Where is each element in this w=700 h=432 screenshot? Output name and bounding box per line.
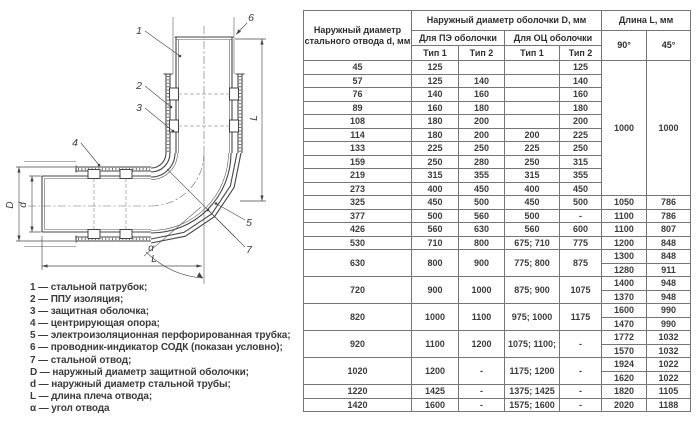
table-cell: - bbox=[560, 385, 602, 399]
table-cell: 1000 bbox=[412, 304, 459, 331]
table-cell: 560 bbox=[412, 223, 459, 237]
centering-supports bbox=[88, 88, 239, 239]
table-row bbox=[304, 209, 691, 223]
table-cell: 1375; 1425 bbox=[505, 385, 560, 399]
table-cell: 1200 bbox=[602, 236, 647, 250]
table-cell bbox=[505, 74, 560, 88]
table-cell: 500 bbox=[459, 196, 505, 210]
dim-L-right-label: L bbox=[249, 115, 260, 121]
header-steel-diameter: Наружный диаметр стального отвода d, мм bbox=[304, 11, 412, 61]
table-cell: 315 bbox=[412, 169, 459, 183]
table-cell: 1100 bbox=[459, 304, 505, 331]
header-pe-tip2: Тип 2 bbox=[459, 46, 505, 61]
table-cell: 820 bbox=[304, 304, 412, 331]
table-cell: 1100 bbox=[412, 331, 459, 358]
table-cell: 45 bbox=[304, 61, 412, 75]
callout-6-label: 6 bbox=[248, 12, 254, 24]
table-cell: 775; 800 bbox=[505, 250, 560, 277]
legend-item: d — наружный диаметр стальной трубы; bbox=[30, 378, 231, 390]
table-row bbox=[304, 236, 691, 250]
table-cell: 975; 1000 bbox=[505, 304, 560, 331]
table-cell: - bbox=[560, 358, 602, 385]
callout-5-label: 5 bbox=[246, 217, 252, 229]
table-cell: 675; 710 bbox=[505, 236, 560, 250]
centerlines bbox=[28, 26, 204, 206]
table-row bbox=[304, 250, 691, 264]
table-cell: 160 bbox=[412, 101, 459, 115]
table-row bbox=[304, 331, 691, 345]
table-cell: 200 bbox=[560, 115, 602, 129]
dim-L-bottom-label: L bbox=[151, 254, 157, 265]
table-cell: 800 bbox=[412, 250, 459, 277]
legend-item: 5 — электроизоляционная перфорированная трубка; bbox=[30, 330, 291, 342]
table-cell: 225 bbox=[505, 142, 560, 156]
table-cell: 219 bbox=[304, 169, 412, 183]
callout-4-label: 4 bbox=[72, 137, 78, 149]
table-cell: 500 bbox=[560, 196, 602, 210]
table-cell: 848 bbox=[647, 236, 691, 250]
table-cell: 89 bbox=[304, 101, 412, 115]
table-cell: 450 bbox=[560, 182, 602, 196]
table-cell: 1032 bbox=[647, 331, 691, 345]
table-cell: 500 bbox=[412, 209, 459, 223]
table-cell: 315 bbox=[505, 169, 560, 183]
table-cell: 1425 bbox=[412, 385, 459, 399]
table-cell: 450 bbox=[505, 196, 560, 210]
header-pe-group: Для ПЭ оболочки bbox=[412, 31, 505, 46]
table-cell: 1575; 1600 bbox=[505, 398, 560, 412]
table-cell: 1105 bbox=[647, 385, 691, 399]
table-cell: 1000 bbox=[459, 277, 505, 304]
table-cell: 1280 bbox=[602, 263, 647, 277]
table-cell: 1820 bbox=[602, 385, 647, 399]
table-cell: 920 bbox=[304, 331, 412, 358]
table-cell: 180 bbox=[560, 101, 602, 115]
table-cell: 720 bbox=[304, 277, 412, 304]
table-cell: 1100 bbox=[602, 209, 647, 223]
table-cell: 630 bbox=[459, 223, 505, 237]
table-cell: 108 bbox=[304, 115, 412, 129]
table-cell: 180 bbox=[412, 115, 459, 129]
table-cell: 560 bbox=[505, 223, 560, 237]
table-cell: 426 bbox=[304, 223, 412, 237]
table-cell: 1075; 1100; bbox=[505, 331, 560, 358]
legend-item: α — угол отвода bbox=[30, 402, 110, 414]
table-cell: 225 bbox=[560, 128, 602, 142]
table-cell: 1370 bbox=[602, 290, 647, 304]
table-row bbox=[304, 61, 691, 75]
table-cell: - bbox=[459, 385, 505, 399]
table-cell: 125 bbox=[412, 74, 459, 88]
dim-D-label: D bbox=[5, 201, 16, 209]
table-cell: 900 bbox=[412, 277, 459, 304]
legend-item: D — наружный диаметр защитной оболочки; bbox=[30, 366, 249, 378]
table-cell: 159 bbox=[304, 155, 412, 169]
table-cell: 1022 bbox=[647, 371, 691, 385]
callout-1-label: 1 bbox=[136, 25, 142, 37]
table-cell: 280 bbox=[459, 155, 505, 169]
callout-7-label: 7 bbox=[246, 244, 252, 256]
legend-item: 2 — ППУ изоляция; bbox=[30, 294, 124, 306]
table-cell: 250 bbox=[459, 142, 505, 156]
header-oc-tip2: Тип 2 bbox=[560, 46, 602, 61]
table-cell: 990 bbox=[647, 304, 691, 318]
table-cell: 125 bbox=[412, 61, 459, 75]
table-cell: 1175; 1200 bbox=[505, 358, 560, 385]
table-cell: 125 bbox=[560, 61, 602, 75]
table-cell: 140 bbox=[560, 74, 602, 88]
table-cell: 710 bbox=[412, 236, 459, 250]
spec-table bbox=[303, 10, 691, 412]
callout-3-label: 3 bbox=[136, 102, 142, 114]
table-cell: 200 bbox=[459, 128, 505, 142]
table-cell: 114 bbox=[304, 128, 412, 142]
table-cell: 1570 bbox=[602, 344, 647, 358]
table-cell bbox=[505, 101, 560, 115]
table-cell: 1220 bbox=[304, 385, 412, 399]
header-pe-tip1: Тип 1 bbox=[412, 46, 459, 61]
callout-leaders bbox=[81, 23, 247, 247]
table-row bbox=[304, 385, 691, 399]
callout-2-label: 2 bbox=[136, 80, 142, 92]
table-row bbox=[304, 304, 691, 318]
table-cell: - bbox=[459, 398, 505, 412]
dim-alpha-label: α bbox=[148, 243, 154, 254]
table-cell: - bbox=[459, 358, 505, 385]
header-90deg: 90° bbox=[602, 31, 647, 61]
table-cell bbox=[505, 115, 560, 129]
table-row bbox=[304, 358, 691, 372]
table-cell: 1924 bbox=[602, 358, 647, 372]
table-cell: 1050 bbox=[602, 196, 647, 210]
table-cell: 1400 bbox=[602, 277, 647, 291]
table-cell: 180 bbox=[459, 101, 505, 115]
table-cell: 600 bbox=[560, 223, 602, 237]
table-cell: 250 bbox=[505, 155, 560, 169]
header-casing-diameter-group: Наружный диаметр оболочки D, мм bbox=[412, 11, 602, 31]
table-cell: 875; 900 bbox=[505, 277, 560, 304]
table-cell bbox=[505, 61, 560, 75]
table-cell: 160 bbox=[560, 88, 602, 102]
table-cell: 1772 bbox=[602, 331, 647, 345]
table-cell: 775 bbox=[560, 236, 602, 250]
table-cell: 786 bbox=[647, 209, 691, 223]
table-cell: 1188 bbox=[647, 398, 691, 412]
table-cell: 273 bbox=[304, 182, 412, 196]
table-cell: 450 bbox=[412, 196, 459, 210]
casing-horizontal bbox=[76, 166, 151, 243]
table-cell: 848 bbox=[647, 250, 691, 264]
support-tie-lines bbox=[94, 94, 230, 230]
table-cell: 1300 bbox=[602, 250, 647, 264]
table-cell: - bbox=[560, 331, 602, 358]
table-cell: 450 bbox=[459, 182, 505, 196]
table-cell: 200 bbox=[459, 115, 505, 129]
leader-dots bbox=[98, 55, 218, 212]
table-cell: 1000 bbox=[602, 61, 647, 196]
table-cell: 225 bbox=[412, 142, 459, 156]
table-cell: 140 bbox=[412, 88, 459, 102]
table-header bbox=[304, 11, 691, 61]
table-cell: - bbox=[560, 398, 602, 412]
table-cell: 900 bbox=[459, 250, 505, 277]
table-cell: 2020 bbox=[602, 398, 647, 412]
table-row bbox=[304, 196, 691, 210]
steel-pipe-horizontal bbox=[42, 176, 151, 232]
table-row bbox=[304, 277, 691, 291]
sodk-wire-vertical bbox=[173, 17, 234, 74]
table-cell: 630 bbox=[304, 250, 412, 277]
table-cell: 1200 bbox=[459, 331, 505, 358]
table-cell: 1022 bbox=[647, 358, 691, 372]
table-cell: 807 bbox=[647, 223, 691, 237]
table-cell: 1020 bbox=[304, 358, 412, 385]
table-cell: 355 bbox=[560, 169, 602, 183]
legend-item: 1 — стальной патрубок; bbox=[30, 282, 148, 293]
thin-lines bbox=[24, 17, 235, 284]
table-cell: 57 bbox=[304, 74, 412, 88]
table-cell: 355 bbox=[459, 169, 505, 183]
table-cell: 1175 bbox=[560, 304, 602, 331]
legend-item: 4 — центрирующая опора; bbox=[30, 318, 160, 330]
header-row-1 bbox=[304, 11, 691, 31]
header-oc-group: Для ОЦ оболочки bbox=[505, 31, 602, 46]
callout-labels bbox=[72, 12, 254, 256]
table-cell: 786 bbox=[647, 196, 691, 210]
header-45deg: 45° bbox=[647, 31, 691, 61]
dim-d-line bbox=[29, 176, 41, 232]
table-cell: 400 bbox=[412, 182, 459, 196]
table-cell: 530 bbox=[304, 236, 412, 250]
table-cell bbox=[505, 88, 560, 102]
table-cell: 990 bbox=[647, 317, 691, 331]
table-cell: 325 bbox=[304, 196, 412, 210]
table-cell: 180 bbox=[412, 128, 459, 142]
table-cell: 500 bbox=[505, 209, 560, 223]
legend-item: L — длина плеча отвода; bbox=[30, 390, 153, 402]
table-cell: 1200 bbox=[412, 358, 459, 385]
legend-item: 3 — защитная оболочка; bbox=[30, 306, 149, 318]
table-cell: 377 bbox=[304, 209, 412, 223]
table-cell: 948 bbox=[647, 290, 691, 304]
table-cell: 1470 bbox=[602, 317, 647, 331]
legend-item: 7 — стальной отвод; bbox=[30, 354, 132, 366]
table-cell: 1620 bbox=[602, 371, 647, 385]
elbow-technical-drawing bbox=[4, 4, 302, 284]
legend-item: 6 — проводник-индикатор СОДК (показан условно); bbox=[30, 342, 283, 354]
table-cell: 315 bbox=[560, 155, 602, 169]
legend bbox=[30, 282, 290, 415]
table-cell: 911 bbox=[647, 263, 691, 277]
header-length-group: Длина L, мм bbox=[602, 11, 691, 31]
spec-table-wrap bbox=[303, 10, 691, 412]
table-row bbox=[304, 398, 691, 412]
table-cell: 250 bbox=[560, 142, 602, 156]
table-row bbox=[304, 223, 691, 237]
table-cell: 200 bbox=[505, 128, 560, 142]
table-cell: 560 bbox=[459, 209, 505, 223]
table-cell: 800 bbox=[459, 236, 505, 250]
table-cell: 948 bbox=[647, 277, 691, 291]
table-cell: 1420 bbox=[304, 398, 412, 412]
table-cell: 1075 bbox=[560, 277, 602, 304]
table-cell: 1600 bbox=[602, 304, 647, 318]
table-cell: 1032 bbox=[647, 344, 691, 358]
table-cell: 875 bbox=[560, 250, 602, 277]
table-cell: - bbox=[560, 209, 602, 223]
table-cell: 160 bbox=[459, 88, 505, 102]
table-cell: 400 bbox=[505, 182, 560, 196]
table-body bbox=[304, 61, 691, 412]
table-cell: 1000 bbox=[647, 61, 691, 196]
table-cell: 133 bbox=[304, 142, 412, 156]
table-cell: 76 bbox=[304, 88, 412, 102]
header-oc-tip1: Тип 1 bbox=[505, 46, 560, 61]
table-cell: 250 bbox=[412, 155, 459, 169]
table-cell: 1600 bbox=[412, 398, 459, 412]
table-cell: 140 bbox=[459, 74, 505, 88]
dim-d-label: d bbox=[18, 202, 29, 208]
table-cell bbox=[459, 61, 505, 75]
table-cell: 1100 bbox=[602, 223, 647, 237]
